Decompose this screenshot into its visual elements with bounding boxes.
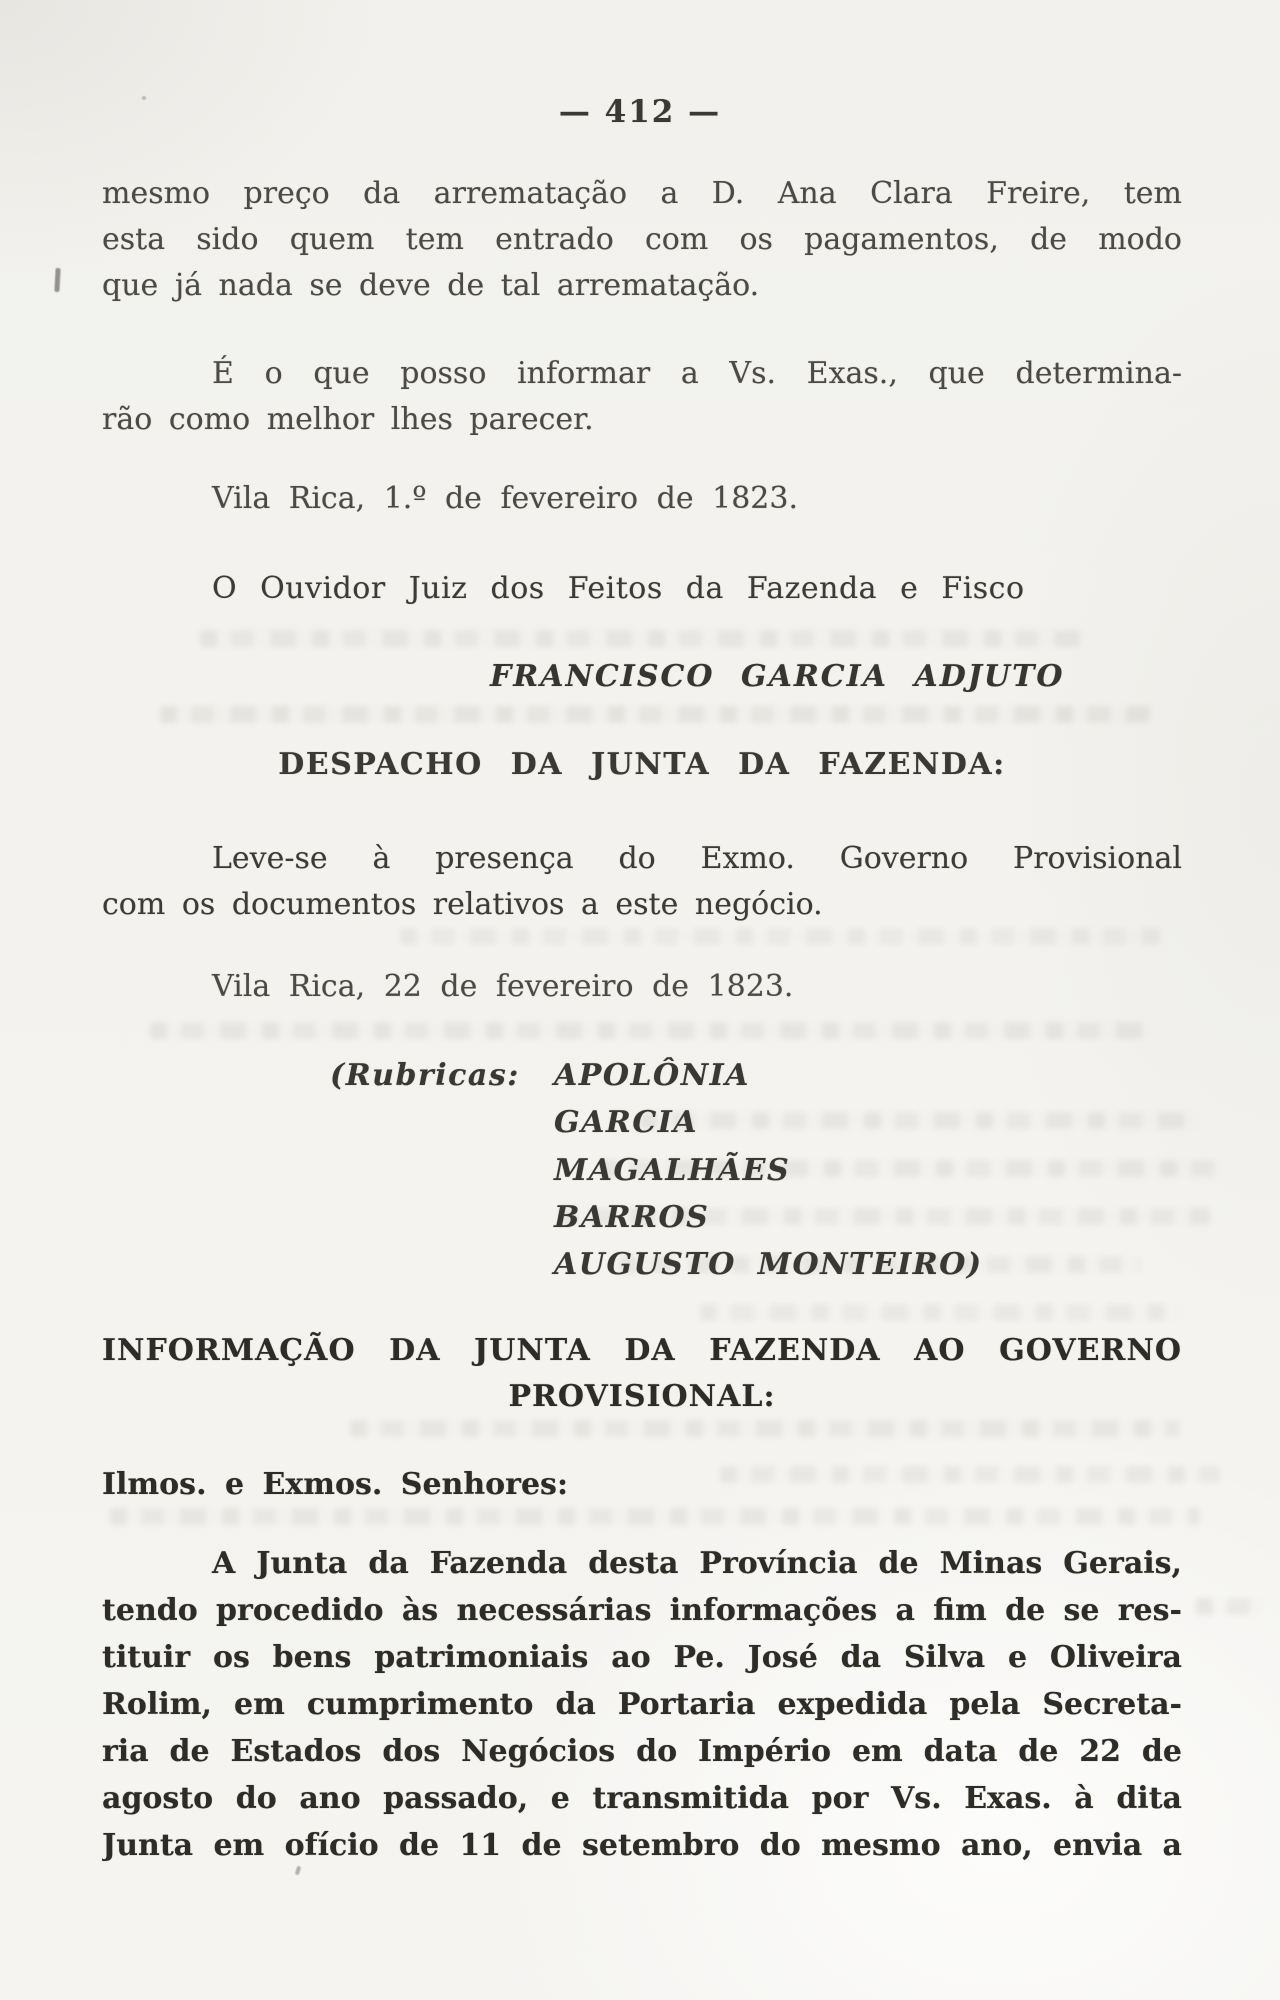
ouvidor-title-line: O Ouvidor Juiz dos Feitos da Fazenda e Fisco xyxy=(212,571,1025,606)
salutation: Ilmos. e Exmos. Senhores: xyxy=(102,1467,569,1502)
ink-speck xyxy=(54,268,60,292)
bleed-through-smudge xyxy=(150,1022,1150,1039)
text-line: tendo procedido às necessárias informações a fim de se res- xyxy=(102,1593,1182,1628)
rubrica-item: BARROS xyxy=(554,1199,710,1235)
text-line: rão como melhor lhes parecer. xyxy=(102,402,594,437)
rubrica-item: GARCIA xyxy=(554,1105,699,1141)
dateline-22-fevereiro-1823: Vila Rica, 22 de fevereiro de 1823. xyxy=(212,969,794,1004)
rubricas-label: (Rubricas: xyxy=(330,1058,520,1093)
page-number: — 412 — xyxy=(558,94,722,130)
rubrica-item: MAGALHÃES xyxy=(554,1152,791,1188)
bleed-through-smudge xyxy=(400,928,1160,945)
informacao-heading xyxy=(102,1328,1182,1420)
signature-francisco-garcia-adjuto: FRANCISCO GARCIA ADJUTO xyxy=(490,659,1065,694)
text-line: mesmo preço da arrematação a D. Ana Clara Freire, tem xyxy=(102,176,1182,211)
bleed-through-smudge xyxy=(160,706,1150,723)
text-line: Leve-se à presença do Exmo. Governo Provisional xyxy=(212,841,1182,876)
rubricas-list xyxy=(554,1052,1174,1288)
paragraph-informar xyxy=(102,351,1182,443)
paragraph-continuation xyxy=(102,171,1182,309)
dateline-1-fevereiro-1823: Vila Rica, 1.º de fevereiro de 1823. xyxy=(212,481,799,516)
text-line: com os documentos relativos a este negócio. xyxy=(102,887,823,922)
final-paragraph xyxy=(102,1540,1182,1869)
rubrica-item: APOLÔNIA xyxy=(554,1058,750,1093)
text-line: agosto do ano passado, e transmitida por Vs. Exas. à dita xyxy=(102,1781,1182,1816)
text-line: tituir os bens patrimoniais ao Pe. José da Silva e Oliveira xyxy=(102,1640,1182,1675)
informacao-heading-line-1: INFORMAÇÃO DA JUNTA DA FAZENDA AO GOVERNO xyxy=(102,1333,1182,1368)
rubrica-item: AUGUSTO MONTEIRO) xyxy=(554,1247,983,1282)
text-line: esta sido quem tem entrado com os pagamentos, de modo xyxy=(102,222,1182,257)
text-line: ria de Estados dos Negócios do Império em data de 22 de xyxy=(102,1734,1182,1769)
bleed-through-smudge xyxy=(200,630,1080,647)
bleed-through-smudge xyxy=(700,1304,1180,1321)
despacho-paragraph xyxy=(102,836,1182,928)
despacho-heading: DESPACHO DA JUNTA DA FAZENDA: xyxy=(278,747,1006,782)
bleed-through-smudge xyxy=(350,1420,1180,1437)
text-line: Rolim, em cumprimento da Portaria expedida pela Secreta- xyxy=(102,1687,1182,1722)
text-line: É o que posso informar a Vs. Exas., que determina- xyxy=(212,356,1182,391)
text-line: Junta em ofício de 11 de setembro do mesmo ano, envia a xyxy=(102,1828,1182,1863)
bleed-through-smudge xyxy=(1196,1598,1262,1615)
bleed-through-smudge xyxy=(110,1508,1200,1525)
bleed-through-smudge xyxy=(720,1466,1220,1483)
text-line: que já nada se deve de tal arrematação. xyxy=(102,268,760,303)
informacao-heading-line-2: PROVISIONAL: xyxy=(508,1379,776,1414)
text-line: A Junta da Fazenda desta Província de Minas Gerais, xyxy=(212,1546,1182,1581)
